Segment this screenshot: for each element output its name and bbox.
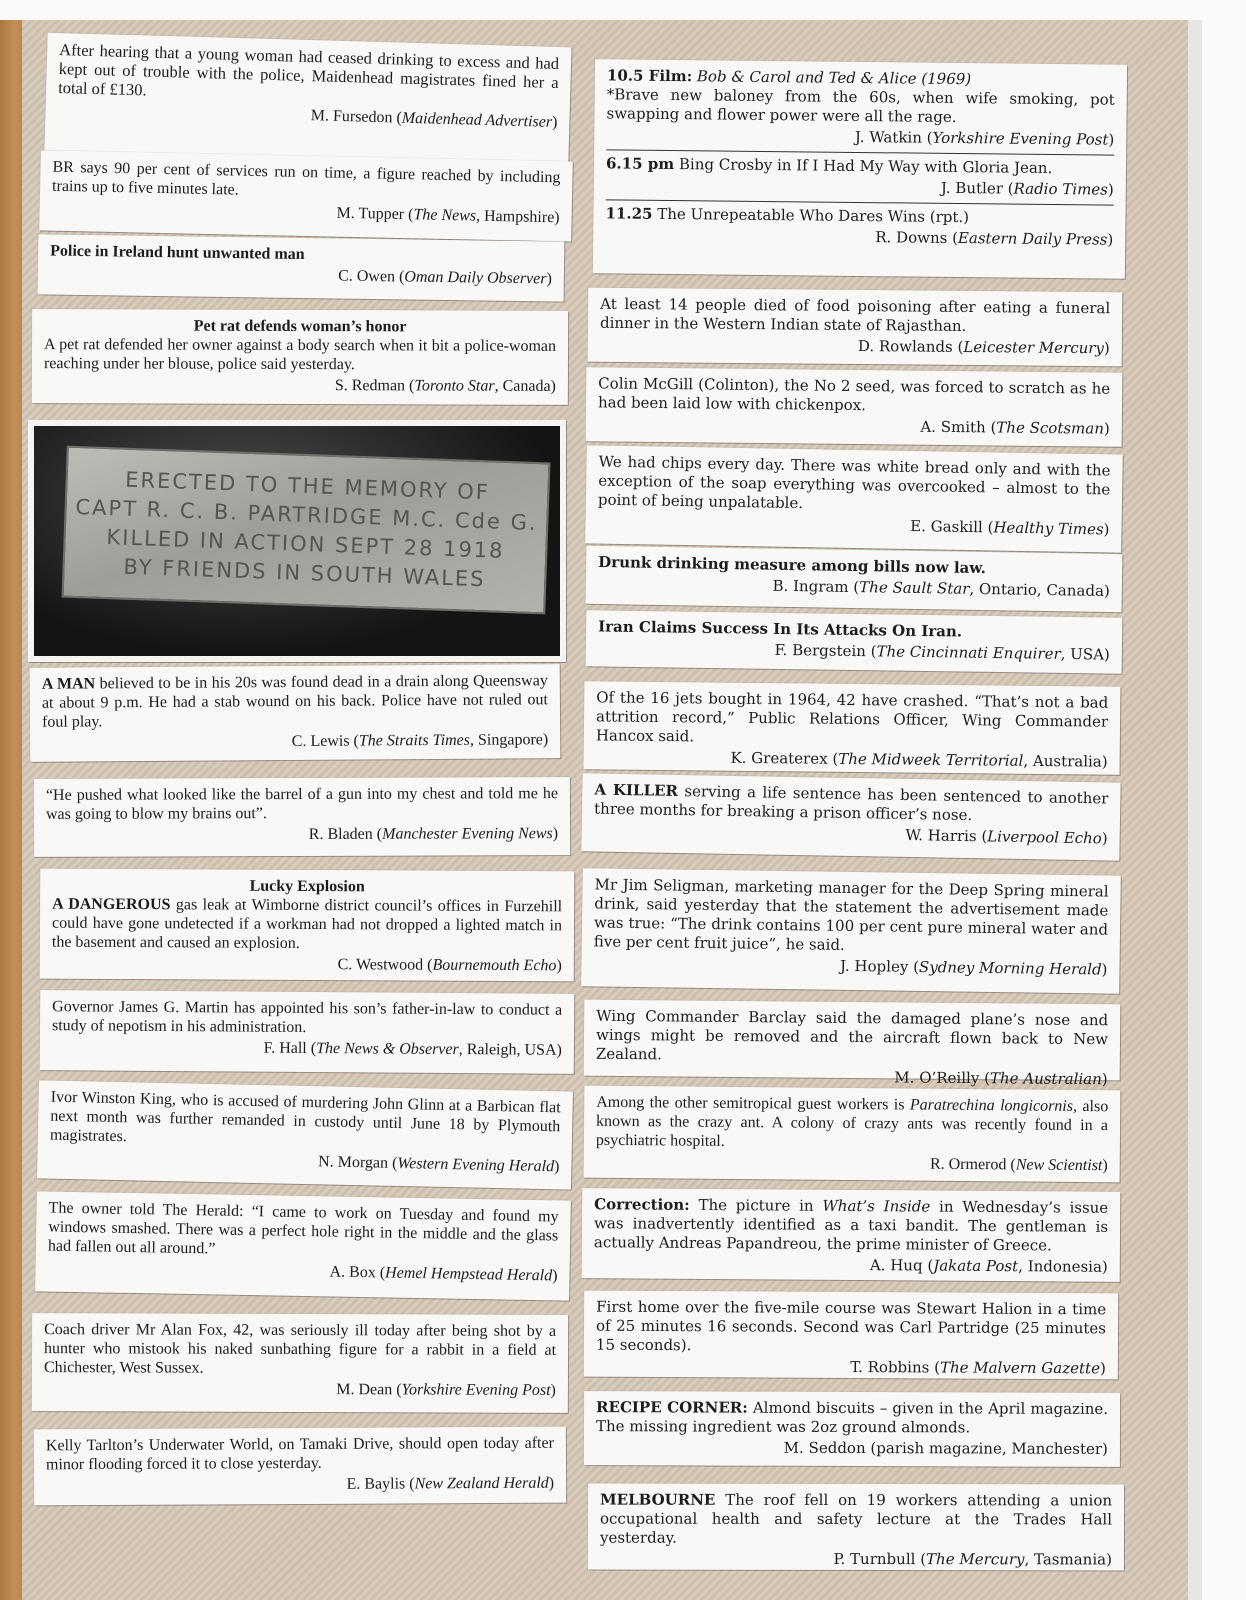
clipping-five-mile xyxy=(584,1291,1118,1380)
clipping-text: Correction: The picture in What’s Inside in Wednesday’s issue was inadvertently identified as a taxi bandit. The gentleman is actually Andreas Papandreou, the prime minister of Greece. xyxy=(593,1195,1109,1255)
clipping-underwater-world xyxy=(34,1427,566,1506)
clipping-source: M. Tupper (The News, Hampshire) xyxy=(336,204,560,227)
clipping-source: P. Turnbull (The Mercury, Tasmania) xyxy=(833,1549,1112,1569)
clipping-source: R. Downs (Eastern Daily Press) xyxy=(875,228,1114,249)
memorial-plaque-photo xyxy=(28,420,566,662)
clipping-iran-claims xyxy=(586,610,1123,673)
clipping-text: Governor James G. Martin has appointed his son’s father-in-law to conduct a study of nepotism in his administration. xyxy=(51,998,563,1036)
clipping-lucky-explosion xyxy=(40,869,575,982)
clipping-source: C. Owen (Oman Daily Observer) xyxy=(338,267,552,288)
clipping-recipe-corner xyxy=(584,1391,1120,1467)
clipping-remanded xyxy=(37,1080,573,1189)
clipping-text: A pet rat defended her owner against a body search when it bit a police-woman reaching under her blouse, police said yesterday. xyxy=(43,336,557,374)
clipping-source: R. Ormerod (New Scientist) xyxy=(929,1155,1108,1175)
clipping-source: J. Butler (Radio Times) xyxy=(940,178,1114,199)
clipping-food-poisoning xyxy=(588,288,1123,367)
clipping-melbourne xyxy=(588,1484,1124,1571)
clipping-pet-rat xyxy=(32,309,568,405)
clipping-source: J. Watkin (Yorkshire Evening Post) xyxy=(854,127,1115,149)
clipping-text: Colin McGill (Colinton), the No 2 seed, was forced to scratch as he had been laid low with chickenpox. xyxy=(597,374,1111,415)
binder-edge xyxy=(0,20,24,1600)
clipping-headline: Pet rat defends woman’s honor xyxy=(193,317,407,336)
clipping-chickenpox xyxy=(586,367,1123,447)
clipping-correction xyxy=(582,1188,1121,1282)
clipping-text: Mr Jim Seligman, marketing manager for the Deep Spring mineral drink, said yesterday that the statement the advertisement made was true: “The drink contains 100 per cent pure mineral water and five per cent fruit juice”, he said. xyxy=(593,875,1109,954)
clipping-source: E. Baylis (New Zealand Herald) xyxy=(346,1474,555,1493)
clipping-crazy-ant xyxy=(584,1086,1121,1183)
clipping-text: MELBOURNE The roof fell on 19 workers attending a union occupational health and safety lecture at the Trades Hall yesterday. xyxy=(599,1490,1113,1547)
clipping-source: T. Robbins (The Malvern Gazette) xyxy=(850,1357,1106,1378)
clipping-drunk-drinking xyxy=(586,546,1123,612)
clipping-sunbathing xyxy=(32,1313,568,1413)
clipping-text: After hearing that a young woman had ceased drinking to excess and had kept out of trouble with the police, Maidenhead magistrates fined her a total of £130. xyxy=(57,40,560,100)
clipping-plane-nose xyxy=(584,1000,1121,1089)
clipping-headline: Police in Ireland hunt unwanted man xyxy=(50,242,305,264)
clipping-text: Among the other semitropical guest workers is Paratrechina longicornis, also known as the crazy ant. A colony of crazy ants was recently found in a psychiatric hospital. xyxy=(595,1093,1109,1150)
clipping-chips xyxy=(585,445,1123,552)
clipping-headline: Drunk drinking measure among bills now law. xyxy=(598,552,987,578)
clipping-text: Kelly Tarlton’s Underwater World, on Tamaki Drive, should open today after minor flooding forced it to close yesterday. xyxy=(45,1434,554,1474)
clipping-windows-smashed xyxy=(35,1191,571,1300)
clipping-fined-woman xyxy=(44,33,571,166)
listing-bing: 6.15 pm Bing Crosby in If I Had My Way with Gloria Jean. xyxy=(605,154,1053,178)
page-margin xyxy=(1188,20,1202,1600)
clipping-source: M. O’Reilly (The Australian) xyxy=(894,1068,1108,1089)
clipping-text: A DANGEROUS gas leak at Wimborne district council’s offices in Furzehill could have gone undetected if a workman had not dropped a lighted match in the basement and caused an explosion. xyxy=(51,895,563,952)
clipping-text: A KILLER serving a life sentence has been sentenced to another three months for breaking a prison officer’s nose. xyxy=(593,780,1109,825)
clipping-source: N. Morgan (Western Evening Herald) xyxy=(317,1153,560,1176)
memorial-plaque: ERECTED TO THE MEMORY OF CAPT R. C. B. PARTRIDGE M.C. Cde G. KILLED IN ACTION SEPT 28 1918 BY FRIENDS IN SOUTH WALES xyxy=(61,446,550,615)
clipping-source: R. Bladen (Manchester Evening News) xyxy=(308,825,559,843)
clipping-source: J. Hopley (Sydney Morning Herald) xyxy=(839,956,1108,979)
clipping-br-services xyxy=(39,150,573,241)
clipping-source: M. Seddon (parish magazine, Manchester) xyxy=(783,1438,1108,1458)
clipping-source: A. Box (Hemel Hempstead Herald) xyxy=(329,1263,558,1285)
clipping-headline: Iran Claims Success In Its Attacks On Iran. xyxy=(598,617,963,641)
clipping-a-man xyxy=(30,664,561,762)
clipping-source: M. Dean (Yorkshire Evening Post) xyxy=(336,1381,556,1399)
clipping-source: C. Westwood (Bournemouth Echo) xyxy=(337,956,562,975)
clipping-mineral-drink xyxy=(581,868,1121,994)
clipping-text: Wing Commander Barclay said the damaged plane’s nose and wings might be removed and the aircraft flown back to New Zealand. xyxy=(595,1006,1109,1064)
clipping-text: *Brave new baloney from the 60s, when wife smoking, pot swapping and flower power were all the rage. xyxy=(606,85,1115,127)
clipping-text: The owner told The Herald: “I came to work on Tuesday and found my windows smashed. There was a perfect hole right in the middle and the glass had fallen out all around.” xyxy=(47,1199,559,1258)
clipping-text: Coach driver Mr Alan Fox, 42, was seriously ill today after being shot by a hunter who mistook his naked sunbathing figure for a rabbit in a field at Chichester, West Sussex. xyxy=(43,1321,557,1377)
clipping-text: First home over the five-mile course was Stewart Halion in a time of 25 minutes 16 seconds. Second was Carl Partridge (25 minutes 15 seconds). xyxy=(595,1297,1107,1355)
clipping-headline: Lucky Explosion xyxy=(249,877,365,896)
clipping-source: C. Lewis (The Straits Times, Singapore) xyxy=(291,731,549,751)
clipping-source: A. Smith (The Scotsman) xyxy=(920,417,1110,438)
clipping-source: F. Hall (The News & Observer, Raleigh, USA) xyxy=(263,1039,562,1059)
clipping-gun-barrel xyxy=(34,777,570,857)
clipping-text: Ivor Winston King, who is accused of murdering John Glinn at a Barbican flat next month was further remanded in custody until June 18 by Plymouth magistrates. xyxy=(49,1088,561,1146)
clipping-source: A. Huq (Jakata Post, Indonesia) xyxy=(869,1256,1108,1276)
clipping-source: S. Redman (Toronto Star, Canada) xyxy=(334,377,556,395)
clipping-text: A MAN believed to be in his 20s was found dead in a drain along Queensway at about 9 p.m. He had a stab wound on his back. Police have not ruled out foul play. xyxy=(41,672,548,731)
clipping-source: F. Bergstein (The Cincinnati Enquirer, USA) xyxy=(774,640,1110,664)
clipping-text: We had chips every day. There was white bread only and with the exception of the soap everything was overcooked – almost to the point of being unpalatable. xyxy=(597,452,1111,513)
clipping-source: M. Fursedon (Maidenhead Advertiser) xyxy=(310,107,558,131)
clipping-text: BR says 90 per cent of services run on time, a figure reached by including trains up to five minutes late. xyxy=(51,158,561,199)
listing-film: 10.5 Film: Bob & Carol and Ted & Alice (1969) xyxy=(606,66,972,89)
clipping-police-ireland xyxy=(38,234,565,301)
clipping-jets-crashed xyxy=(584,681,1121,775)
clipping-source: K. Greaterex (The Midweek Territorial, Australia) xyxy=(730,748,1108,771)
clipping-nepotism xyxy=(40,990,575,1074)
clipping-source: D. Rowlands (Leicester Mercury) xyxy=(857,337,1110,358)
clipping-tv-listings xyxy=(593,59,1127,279)
clipping-text: RECIPE CORNER: Almond biscuits – given in the April magazine. The missing ingredient was 2oz ground almonds. xyxy=(595,1398,1109,1437)
clipping-source: E. Gaskill (Healthy Times) xyxy=(910,516,1110,539)
clipping-text: “He pushed what looked like the barrel of a gun into my chest and told me he was going to blow my brains out”. xyxy=(45,785,558,823)
clipping-text: At least 14 people died of food poisoning after eating a funeral dinner in the Western Indian state of Rajasthan. xyxy=(599,294,1111,335)
clipping-text: Of the 16 jets bought in 1964, 42 have crashed. “That’s not a bad attrition record,” Public Relations Officer, Wing Commander Hancox said. xyxy=(595,688,1109,746)
clipping-source: W. Harris (Liverpool Echo) xyxy=(905,825,1108,848)
clipping-source: B. Ingram (The Sault Star, Ontario, Canada) xyxy=(772,576,1110,601)
clipping-killer xyxy=(581,773,1120,860)
listing-who-dares: 11.25 The Unrepeatable Who Dares Wins (rpt.) xyxy=(605,204,970,227)
